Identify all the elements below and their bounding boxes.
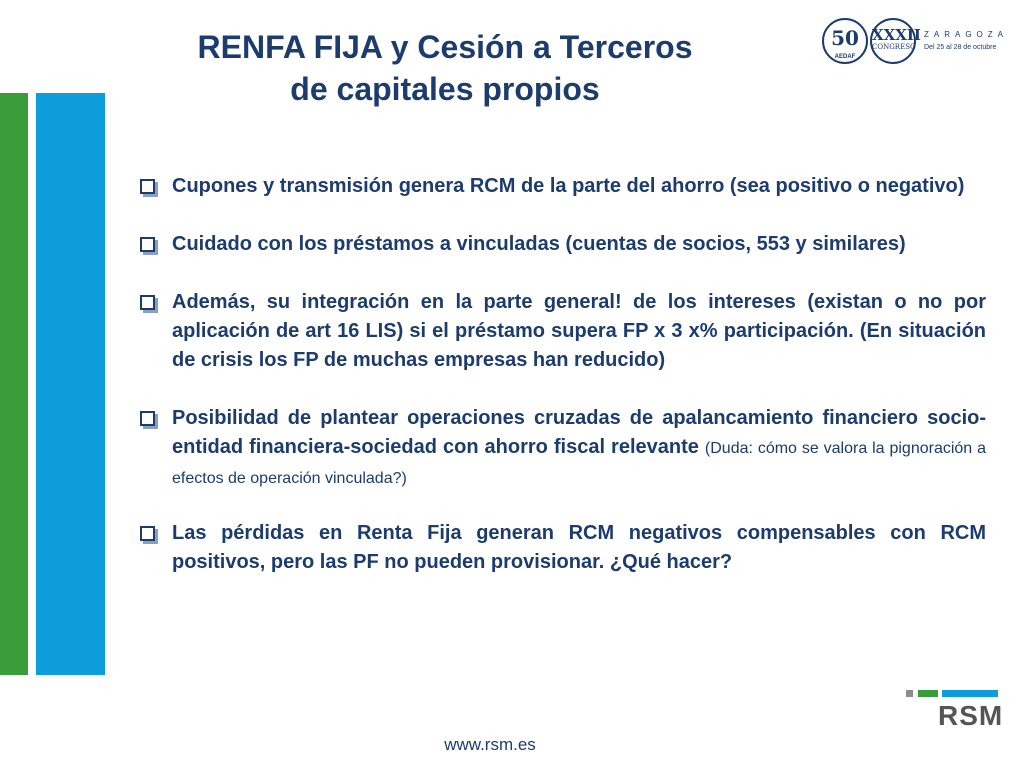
congress-city: ZARAGOZA xyxy=(924,30,1009,39)
bullet-item xyxy=(140,519,986,577)
rsm-logo-square-blue xyxy=(942,690,998,697)
congress-seal xyxy=(870,18,921,64)
checkbox-bullet-icon xyxy=(140,411,155,426)
green-side-bar xyxy=(0,93,28,675)
bullet-text: Posibilidad de plantear operaciones cruzadas de apalancamiento financiero socio-entidad financiera-sociedad con ahorro fiscal relevante xyxy=(172,407,986,458)
event-logo xyxy=(820,14,1020,72)
slide-title-line-1: RENFA FIJA y Cesión a Terceros xyxy=(197,29,693,65)
rsm-logo-square-gray xyxy=(906,690,913,697)
anniversary-sub: AEDAF xyxy=(834,54,856,60)
congress-label: CONGRESO xyxy=(872,43,916,51)
bullet-text: Cuidado con los préstamos a vinculadas (cuentas de socios, 553 y similares) xyxy=(172,233,906,255)
slide-title xyxy=(150,26,740,110)
bullet-text: Las pérdidas en Renta Fija generan RCM negativos compensables con RCM positivos, pero las PF no pueden provisionar. ¿Qué hacer? xyxy=(172,522,986,573)
anniversary-badge xyxy=(822,18,868,64)
rsm-logo-square-green xyxy=(918,690,938,697)
bullet-item xyxy=(140,404,986,493)
blue-side-bar xyxy=(36,93,105,675)
slide-title-line-2: de capitales propios xyxy=(290,71,600,107)
rsm-logo xyxy=(906,690,1004,734)
anniversary-number: 50 xyxy=(831,26,859,50)
bullet-item xyxy=(140,172,986,201)
bullet-note: (Duda: cómo se valora la pignoración a efectos de operación vinculada?) xyxy=(172,440,987,487)
checkbox-bullet-icon xyxy=(140,526,155,541)
footer-url[interactable]: www.rsm.es xyxy=(444,735,536,754)
checkbox-bullet-icon xyxy=(140,179,155,194)
congress-edition: XXXII xyxy=(872,26,921,44)
bullet-list xyxy=(140,172,986,577)
congress-dates: Del 25 al 28 de octubre xyxy=(924,44,997,51)
bullet-text: Cupones y transmisión genera RCM de la parte del ahorro (sea positivo o negativo) xyxy=(172,175,965,197)
bullet-item xyxy=(140,230,986,259)
rsm-logo-text: RSM xyxy=(938,700,1004,731)
bullet-item xyxy=(140,288,986,375)
bullet-text: Además, su integración en la parte general! de los intereses (existan o no por aplicación de art 16 LIS) si el préstamo supera FP x 3 x% participación. (En situación de crisis los FP de muchas empresas han reducido) xyxy=(172,291,986,371)
checkbox-bullet-icon xyxy=(140,295,155,310)
checkbox-bullet-icon xyxy=(140,237,155,252)
